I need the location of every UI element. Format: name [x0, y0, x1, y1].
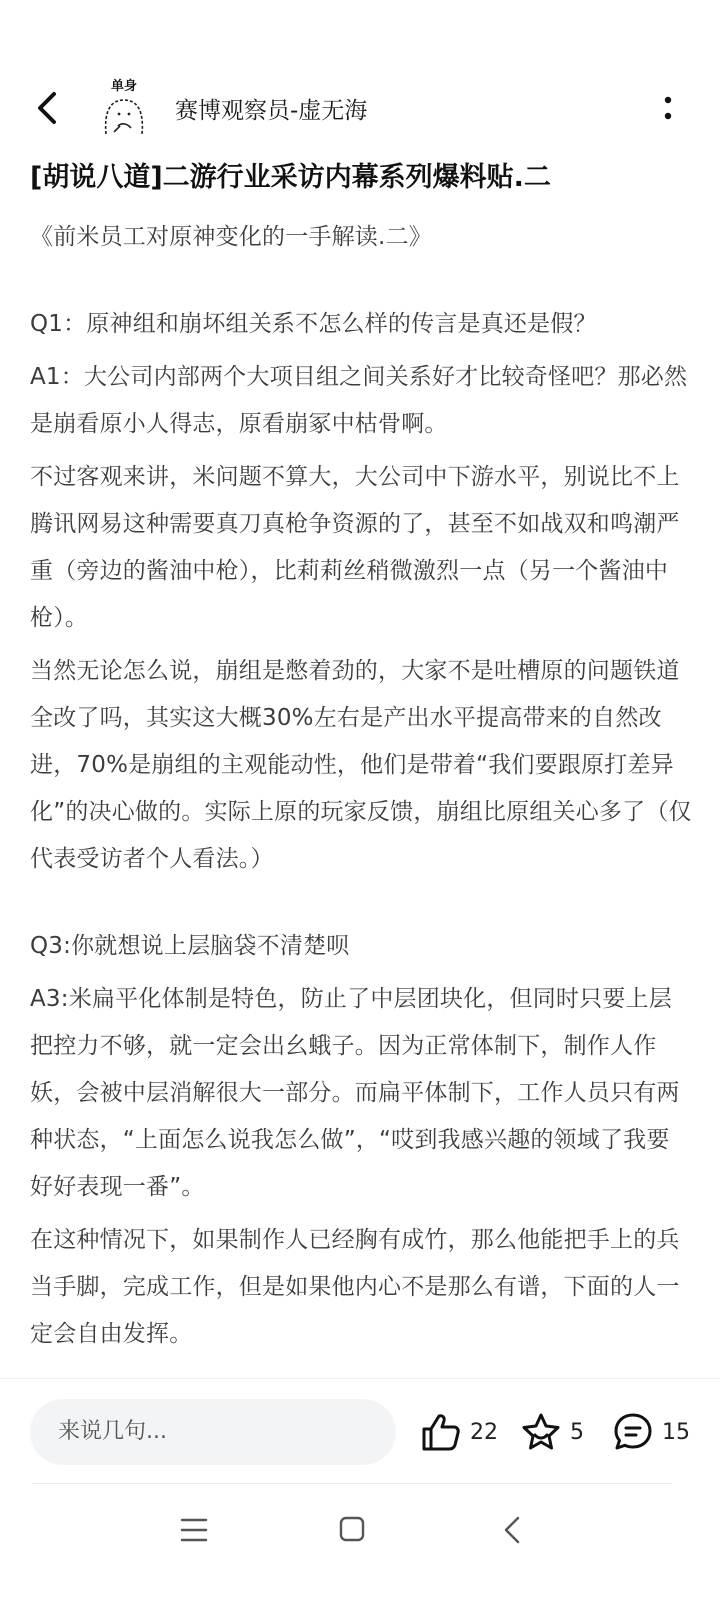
back-button[interactable]: [28, 88, 68, 128]
nav-divider: [32, 1483, 672, 1484]
avatar-label: 单身: [110, 79, 138, 94]
nav-back-button[interactable]: [490, 1508, 534, 1552]
post-header: [0, 70, 720, 150]
paragraph-a3: A3:米扁平化体制是特色，防止了中层团块化，但同时只要上层把控力不够，就一定会出幺蛾子。因为正常体制下，制作人作妖，会被中层消解很大一部分。而扁平体制下，工作人员只有两种状态，“上面怎么说我怎么做”，“哎到我感兴趣的领域了我要好好表现一番”。: [30, 986, 680, 1200]
paragraph-q1: Q1：原神组和崩坏组关系不怎么样的传言是真还是假？: [30, 311, 597, 337]
paragraph-a1-cont: 不过客观来讲，米问题不算大，大公司中下游水平，别说比不上腾讯网易这种需要真刀真枪争资源的了，甚至不如战双和鸣潮严重（旁边的酱油中枪），比莉莉丝稍微激烈一点（另一个酱油中枪）。: [30, 464, 680, 631]
thumbs-up-icon: [420, 1411, 462, 1453]
post-title: [胡说八道]二游行业采访内幕系列爆料贴.二: [30, 162, 551, 193]
favorite-button[interactable]: [520, 1407, 584, 1457]
like-count: 22: [470, 1419, 498, 1445]
nav-menu-button[interactable]: [172, 1508, 216, 1552]
comment-count: 15: [662, 1419, 690, 1445]
favorite-count: 5: [570, 1419, 584, 1445]
back-triangle-icon: [490, 1508, 534, 1552]
home-square-icon: [330, 1508, 374, 1552]
comment-count-button[interactable]: [612, 1407, 690, 1457]
avatar[interactable]: [98, 76, 150, 140]
post-content: [30, 214, 692, 1364]
paragraph-a3-cont: 在这种情况下，如果制作人已经胸有成竹，那么他能把手上的兵当手脚，完成工作，但是如果他内心不是那么有谱，下面的人一定会自由发挥。: [30, 1227, 680, 1347]
more-vertical-icon: [656, 90, 680, 126]
star-icon: [520, 1411, 562, 1453]
bottom-action-bar: [0, 1378, 720, 1483]
post-subtitle: 《前米员工对原神变化的一手解读.二》: [30, 224, 432, 250]
paragraph-a1-cont2: 当然无论怎么说，崩组是憋着劲的，大家不是吐槽原的问题铁道全改了吗，其实这大概30%左右是产出水平提高带来的自然改进，70%是崩组的主观能动性，他们是带着“我们要跟原打差异化”的决心做的。实际上原的玩家反馈，崩组比原组关心多了（仅代表受访者个人看法。）: [30, 658, 692, 872]
paragraph-a1: A1：大公司内部两个大项目组之间关系好才比较奇怪吧？那必然是崩看原小人得志，原看崩冢中枯骨啊。: [30, 364, 688, 437]
paragraph-q3: Q3:你就想说上层脑袋不清楚呗: [30, 933, 350, 959]
menu-icon: [172, 1508, 216, 1552]
author-name[interactable]: 赛博观察员-虚无海: [175, 98, 368, 124]
comment-bubble-icon: [612, 1411, 654, 1453]
nav-home-button[interactable]: [330, 1508, 374, 1552]
comment-input[interactable]: 来说几句...: [30, 1399, 396, 1465]
chevron-left-icon: [28, 88, 68, 128]
more-button[interactable]: [656, 90, 680, 126]
system-nav-bar: [0, 1490, 720, 1570]
like-button[interactable]: [420, 1407, 498, 1457]
